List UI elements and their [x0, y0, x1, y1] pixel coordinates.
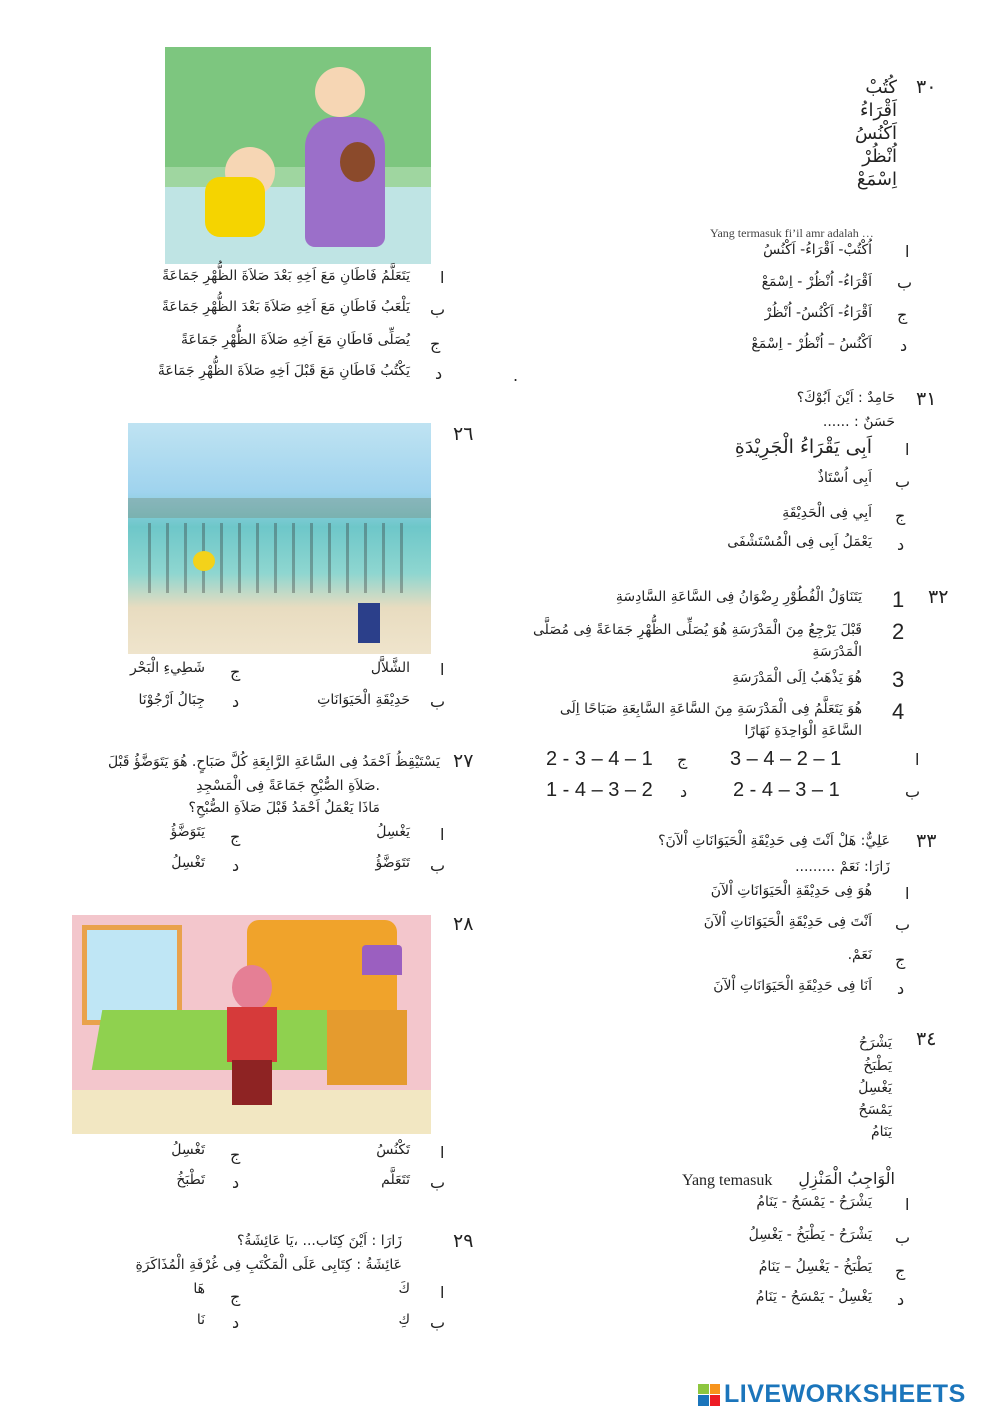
q27-option-d[interactable]: تَغْسِلُ [171, 855, 205, 871]
q26-option-d[interactable]: جِبَالُ اَرْجُوْنَا [138, 692, 205, 708]
q27-option-a[interactable]: يَغْسِلُ [376, 824, 410, 840]
q32-option-d[interactable]: 1 - 4 – 3 – 2 [546, 779, 653, 801]
q28-option-d[interactable]: تَطْبَخُ [176, 1172, 205, 1188]
option-letter: ج [895, 1261, 906, 1280]
option-letter: ب [905, 782, 921, 801]
option-letter: د [232, 1173, 240, 1192]
option-letter: ج [897, 305, 908, 324]
q31-number: ٣١ [916, 389, 937, 410]
q27-line2: .صَلاَةِ الصُّبْحِ جَمَاعَةً فِى الْمَسْجِدِ [196, 778, 380, 794]
q33-option-d[interactable]: اَنَا فِى حَدِيْقَةِ الْحَيَوَانَاتِ اْلآنَ [713, 978, 872, 994]
q31-line1: حَامِدٌ : اَيْنَ اَبُوْكَ؟ [796, 390, 895, 406]
q26-option-b[interactable]: حَدِيْقَةِ الْحَيَوَانَاتِ [317, 692, 410, 708]
option-letter: ب [430, 856, 446, 875]
q30-word: اِسْمَعْ [856, 169, 897, 190]
q34-word: يَطْبَخُ [863, 1058, 892, 1074]
item-number: 4 [892, 699, 905, 724]
q28-option-b[interactable]: تَتَعَلَّم [381, 1172, 410, 1188]
q32-item: قَبْلَ يَرْجِعُ مِنَ الْمَدْرَسَةِ هُوَ يُصَلِّى الظُّهْرِ جَمَاعَةً فِى مُصَلَّى الْمَدْرَسَةِ [533, 622, 862, 660]
option-letter: ب [430, 300, 446, 319]
q29-line1: زَارَا : اَيْنَ كِتَاب... ،يَا عَائِشَةُ؟ [236, 1233, 402, 1249]
q34-prompt-arabic: الْوَاجِبُ الْمَنْزِلِ [798, 1169, 895, 1188]
option-letter: د [232, 692, 240, 711]
option-letter: ج [677, 750, 688, 769]
q33-option-c[interactable]: نَعَمْ. [847, 947, 872, 963]
option-letter: ج [895, 506, 906, 525]
q30-word: اُنْظُرْ [862, 146, 897, 167]
logo-text: LIVEWORKSHEETS [724, 1380, 966, 1408]
q26-option-a[interactable]: الشَّلاَّل [370, 660, 410, 676]
option-letter: ب [430, 1313, 446, 1332]
q29-option-b[interactable]: كِ [398, 1312, 410, 1328]
q26-option-c[interactable]: شَطِيءِ الْبَحْر [129, 660, 205, 676]
q34-word: يَشْرَحُ [858, 1035, 892, 1051]
q30-option-c[interactable]: اَقْرَاءُ- اَكْنُسُ- اُنْظُرْ [764, 305, 872, 321]
option-letter: د [897, 535, 905, 554]
q32-item: يَتَنَاوَلُ الْفُطُوْرِ رِضْوَانُ فِى السَّاعَةِ السَّادِسَةِ [615, 589, 862, 605]
q33-line1: عَلِيٌّ: هَلْ اَنْتَ فِى حَدِيْقَةِ الْحَيَوَانَاتِ اْلآنَ؟ [658, 833, 890, 849]
q32-option-a[interactable]: 3 – 4 – 2 – 1 [730, 748, 842, 770]
stray-dot: . [513, 366, 519, 385]
option-letter: د [897, 979, 905, 998]
q32-option-b[interactable]: 2 - 4 – 3 – 1 [733, 779, 840, 801]
option-letter: د [435, 364, 443, 383]
q27-number: ٢٧ [453, 751, 474, 772]
q34-word: يَمْسَحُ [858, 1102, 892, 1118]
q30-word: اَكْنُسُ [855, 123, 897, 144]
option-letter: ا [905, 1195, 910, 1214]
option-letter: ب [430, 1173, 446, 1192]
q30-number: ٣٠ [916, 77, 937, 98]
q34-word: يَغْسِلُ [858, 1080, 892, 1096]
option-letter: ج [230, 1145, 241, 1164]
beach-image [128, 423, 431, 654]
q33-number: ٣٣ [916, 831, 937, 852]
q29-option-a[interactable]: كَ [398, 1281, 410, 1297]
option-letter: ا [905, 242, 910, 261]
q34-option-c[interactable]: يَطْبَخُ - يَغْسِلُ – يَنَامُ [758, 1259, 872, 1275]
liveworksheets-logo [698, 1380, 966, 1409]
option-letter: د [897, 1290, 905, 1309]
option-letter: ا [905, 440, 910, 459]
q30-word: اَقْرَاءُ [859, 100, 897, 121]
q33-option-a[interactable]: هُوَ فِى حَدِيْقَةِ الْحَيَوَانَاتِ اْلآنَ [710, 883, 872, 899]
option-letter: ج [430, 334, 441, 353]
option-letter: ب [430, 692, 446, 711]
q27-line3: مَاذَا يَعْمَلُ اَحْمَدُ قَبْلَ صَلاَةِ الصُّبْحِ؟ [188, 800, 380, 816]
q31-option-a[interactable]: اَبِى يَقْرَاءُ الْجَرِيْدَةِ [734, 436, 872, 458]
option-letter: ب [895, 915, 911, 934]
q28-number: ٢٨ [453, 914, 474, 935]
q30-option-a[interactable]: اُكْتُبْ- اَقْرَاءُ- اَكْنُسُ [763, 242, 872, 258]
q30-prompt: Yang termasuk fi’il amr adalah … [710, 226, 874, 240]
option-letter: ا [440, 660, 445, 679]
q31-option-c[interactable]: اَبِي فِى الْحَدِيْقَةِ [782, 505, 872, 521]
q34-word: يَنَامُ [870, 1124, 892, 1140]
q29-line2: عَائِشَةُ : كِتَابِى عَلَى الْمَكْتَبِ فِى غُرْفَةِ الْمُذَاكَرَةِ [135, 1257, 402, 1273]
q25-option-b[interactable]: يَلْعَبُ فَاطَانِ مَعَ اَخِهِ صَلاَةَ بَعْدَ الظُّهْرِ جَمَاعَةً [161, 299, 410, 315]
option-letter: د [680, 782, 688, 801]
q33-option-b[interactable]: اَنْتَ فِى حَدِيْقَةِ الْحَيَوَانَاتِ اْلآنَ [703, 914, 872, 930]
q28-option-a[interactable]: تَكْنُسُ [376, 1142, 410, 1158]
item-number: 3 [892, 667, 905, 692]
q32-item: هُوَ يَتَعَلَّمُ فِى الْمَدْرَسَةِ مِنَ السَّاعَةِ السَّابِعَةِ صَبَاحًا اِلَى السَّاعَةِ الْوَاحِدَةِ نَهَارًا [559, 701, 862, 739]
q34-option-d[interactable]: يَغْسِلُ - يَمْسَحُ - يَنَامُ [755, 1289, 872, 1305]
q28-option-c[interactable]: تَغْسِلُ [171, 1142, 205, 1158]
option-letter: ا [440, 825, 445, 844]
q31-option-b[interactable]: اَبِى اُسْتَاذٌ [817, 470, 872, 486]
q25-option-c[interactable]: يُصَلِّى فَاطَانِ مَعَ اَخِهِ صَلاَةَ الظُّهْرِ جَمَاعَةً [181, 332, 410, 348]
q34-option-b[interactable]: يَشْرَحُ - يَطْبَخُ - يَغْسِلُ [748, 1227, 872, 1243]
q32-number: ٣٢ [928, 587, 949, 608]
q32-item: هُوَ يَذْهَبُ اِلَى الْمَدْرَسَةِ [732, 670, 862, 686]
option-letter: ب [895, 472, 911, 491]
q27-line1: يَسْتَيْقِظُ اَحْمَدُ فِى السَّاعَةِ الرَّابِعَةِ كُلَّ صَبَاحٍ. هُوَ يَتَوَضَّؤُ قَبْلَ [107, 754, 440, 770]
girl-sweeping-image [72, 915, 431, 1134]
q29-option-d[interactable]: نَا [196, 1312, 205, 1328]
option-letter: ا [915, 750, 920, 769]
item-number: 2 [892, 619, 905, 644]
children-playing-image [165, 47, 431, 264]
q34-option-a[interactable]: يَشْرَحُ - يَمْسَحُ - يَنَامُ [756, 1194, 872, 1210]
option-letter: ج [230, 1287, 241, 1306]
q30-option-d[interactable]: اَكْنُسُ – اُنْظُرْ - اِسْمَعْ [751, 336, 872, 352]
q25-option-a[interactable]: يَتَعَلَّمُ فَاطَانِ مَعَ اَخِهِ بَعْدَ صَلاَةَ الظُّهْرِ جَمَاعَةً [162, 268, 410, 284]
option-letter: ا [440, 1283, 445, 1302]
option-letter: د [232, 1313, 240, 1332]
option-letter: ا [905, 884, 910, 903]
q26-number: ٢٦ [453, 424, 474, 445]
option-letter: ب [897, 273, 913, 292]
q30-option-b[interactable]: اَقْرَاءُ- اُنْظُرْ - اِسْمَعْ [761, 274, 872, 290]
q31-option-d[interactable]: يَعْمَلُ اَبِى فِى الْمُسْتَشْفَى [727, 534, 872, 550]
option-letter: ب [895, 1228, 911, 1247]
q31-line2: حَسَنٌ : ...... [822, 414, 895, 430]
q25-option-d[interactable]: يَكْتُبُ فَاطَانِ مَعَ قَبْلَ اَخِهِ صَلاَةَ الظُّهْرِ جَمَاعَةً [157, 363, 410, 379]
option-letter: د [232, 856, 240, 875]
q27-option-c[interactable]: يَتَوَضَّؤُ [170, 824, 205, 840]
q32-option-c[interactable]: 2 - 3 – 4 – 1 [546, 748, 653, 770]
item-number: 1 [892, 587, 905, 612]
q30-word: كُتُبْ [865, 77, 897, 98]
option-letter: ا [440, 268, 445, 287]
q34-prompt-latin: Yang temasuk [682, 1172, 773, 1189]
q33-line2: زَارَا: نَعَمْ ......... [795, 859, 890, 875]
logo-mark-icon [698, 1384, 720, 1406]
q29-option-c[interactable]: هَا [193, 1281, 205, 1297]
q27-option-b[interactable]: تَتَوَضَّؤُ [375, 855, 410, 871]
q34-number: ٣٤ [916, 1029, 937, 1050]
option-letter: ج [895, 950, 906, 969]
option-letter: د [900, 336, 908, 355]
option-letter: ج [230, 662, 241, 681]
option-letter: ا [440, 1143, 445, 1162]
option-letter: ج [230, 827, 241, 846]
q29-number: ٢٩ [453, 1231, 474, 1252]
